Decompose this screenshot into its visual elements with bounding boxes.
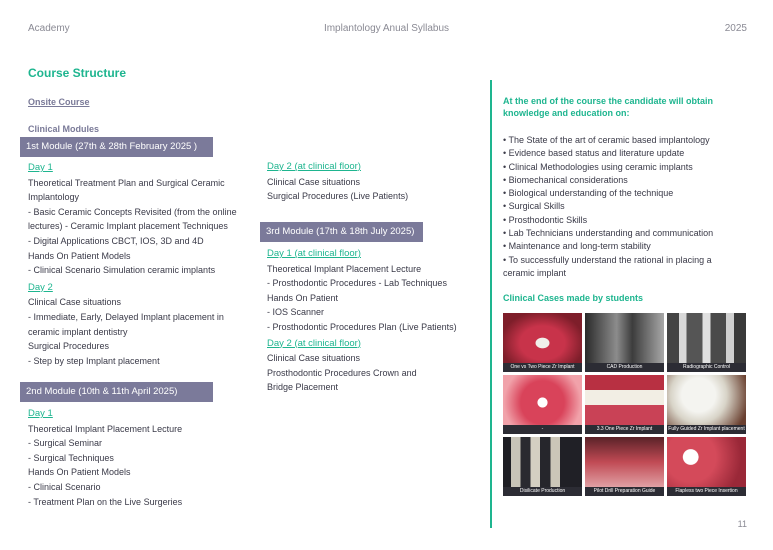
module1-day2-line: Clinical Case situations	[28, 297, 122, 308]
outcome-item: • Biomechanical considerations	[503, 174, 628, 185]
case-tile	[585, 375, 664, 434]
case-photo	[503, 375, 582, 425]
case-tile	[503, 313, 582, 372]
module1-day1-line: - Digital Applications CBCT, IOS, 3D and 4D	[28, 235, 204, 246]
header-title: Implantology Anual Syllabus	[323, 23, 450, 34]
outcome-item: • Clinical Methodologies using ceramic implants	[503, 161, 693, 172]
case-caption: CAD Production	[585, 363, 664, 372]
outcome-item: • The State of the art of ceramic based implantology	[503, 135, 710, 145]
case-photo	[585, 313, 664, 363]
module2-day1-line: - Surgical Seminar	[28, 438, 103, 449]
module3-day2-line: Clinical Case situations	[267, 353, 361, 364]
clinical-modules-label: Clinical Modules	[28, 124, 100, 134]
module1-day2-line: ceramic implant dentistry	[28, 326, 128, 337]
case-photo	[503, 437, 582, 487]
case-tile	[585, 437, 664, 496]
case-photo	[503, 313, 582, 363]
module2-day1-line: Theoretical Implant Placement Lecture	[28, 423, 183, 434]
module1-day2-line: Surgical Procedures	[28, 341, 110, 352]
case-caption: Disilicate Production	[503, 487, 582, 496]
case-caption: -	[503, 425, 582, 434]
outcome-item: • Maintenance and long-term stability	[503, 241, 651, 252]
case-caption: Radiographic Control	[667, 363, 746, 372]
module3-day1-line: - Prosthodontic Procedures - Lab Techniques	[267, 278, 447, 289]
outcome-item: • Biological understanding of the technique	[503, 188, 674, 199]
module1-day2-label: Day 2	[28, 281, 53, 293]
module1-day1-line: lectures) - Ceramic Implant placement Techniques	[28, 221, 228, 232]
module1-left-column	[28, 161, 256, 368]
case-photo	[667, 313, 746, 363]
module1-day2-line: - Step by step Implant placement	[28, 355, 160, 366]
module3-day1-line: Theoretical Implant Placement Lecture	[267, 263, 422, 274]
module3-day2-label: Day 2 (at clinical floor)	[267, 337, 361, 349]
module2-day1-label: Day 1	[28, 408, 53, 419]
outcomes-heading: At the end of the course the candidate will obtain knowledge and education on:	[503, 96, 714, 118]
outcomes-list	[503, 134, 743, 280]
case-caption: Pilot Drill Preparation Guide	[585, 487, 664, 496]
module1-day2-clinical-line: Surgical Procedures (Live Patients)	[267, 191, 409, 202]
outcome-item: • Lab Technicians understanding and communication	[503, 228, 714, 239]
module2-title: 2nd Module (10th & 11th April 2025)	[20, 382, 213, 402]
outcome-item: • Evidence based status and literature update	[503, 148, 685, 159]
case-caption: Fully Guided Zr Implant placement	[668, 426, 745, 432]
module3-day1-line: - Prosthodontic Procedures Plan (Live Patients)	[267, 321, 457, 332]
module3-title: 3rd Module (17th & 18th July 2025)	[260, 222, 423, 242]
module3-column	[267, 247, 482, 395]
case-tile	[667, 375, 746, 434]
module1-title: 1st Module (27th & 28th February 2025 )	[20, 137, 213, 157]
module3-day2-line: Prosthodontic Procedures Crown and	[267, 367, 417, 378]
page-number: 11	[737, 519, 747, 529]
module1-day1-line: Theoretical Treatment Plan and Surgical Ceramic	[28, 177, 225, 188]
module2-column	[28, 407, 256, 509]
case-caption: One vs Two Piece Zr Implant	[503, 363, 582, 372]
case-tile	[667, 437, 746, 496]
outcome-item: ceramic implant	[503, 267, 567, 278]
module2-day1-line: Hands On Patient Models	[28, 467, 131, 478]
module1-day2-clinical-column	[267, 160, 482, 204]
course-structure-heading: Course Structure	[28, 66, 127, 80]
header-academy: Academy	[28, 23, 70, 34]
outcome-item: • Surgical Skills	[503, 201, 565, 212]
module1-day1-line: Implantology	[28, 192, 80, 203]
case-tile	[503, 375, 582, 434]
module1-day2-clinical-label: Day 2 (at clinical floor)	[267, 161, 361, 172]
module3-day2-line: Bridge Placement	[267, 382, 339, 393]
case-photo	[667, 375, 746, 425]
module1-day2-line: - Immediate, Early, Delayed Implant placement in	[28, 311, 224, 322]
module2-day1-line: - Clinical Scenario	[28, 481, 101, 492]
header-year: 2025	[724, 23, 747, 34]
module1-day1-label: Day 1	[28, 162, 53, 173]
module3-day1-line: - IOS Scanner	[267, 307, 325, 318]
onsite-course-label: Onsite Course	[28, 97, 90, 107]
module1-day1-line: Hands On Patient Models	[28, 250, 131, 261]
clinical-cases-heading: Clinical Cases made by students	[503, 293, 644, 303]
module3-day1-line: Hands On Patient	[267, 292, 339, 303]
column-divider	[490, 80, 492, 528]
case-tile	[667, 313, 746, 372]
module1-day1-line: - Clinical Scenario Simulation ceramic implants	[28, 265, 216, 276]
module1-day2-clinical-line: Clinical Case situations	[267, 176, 361, 187]
module2-day1-line: - Surgical Techniques	[28, 452, 114, 463]
case-photo	[667, 437, 746, 487]
outcome-item: • To successfully understand the rational in placing a	[503, 254, 712, 265]
module3-day1-label: Day 1 (at clinical floor)	[267, 248, 361, 259]
case-caption: 3.3 One Piece Zr Implant	[585, 425, 664, 434]
case-photo	[585, 375, 664, 425]
case-caption: Flapless two Piece Insertion	[667, 487, 746, 496]
module2-day1-line: - Treatment Plan on the Live Surgeries	[28, 496, 183, 507]
case-tile	[503, 437, 582, 496]
case-tile	[585, 313, 664, 372]
outcome-item: • Prosthodontic Skills	[503, 214, 588, 225]
case-photo	[585, 437, 664, 487]
module1-day1-line: - Basic Ceramic Concepts Revisited (from the online	[28, 206, 237, 217]
